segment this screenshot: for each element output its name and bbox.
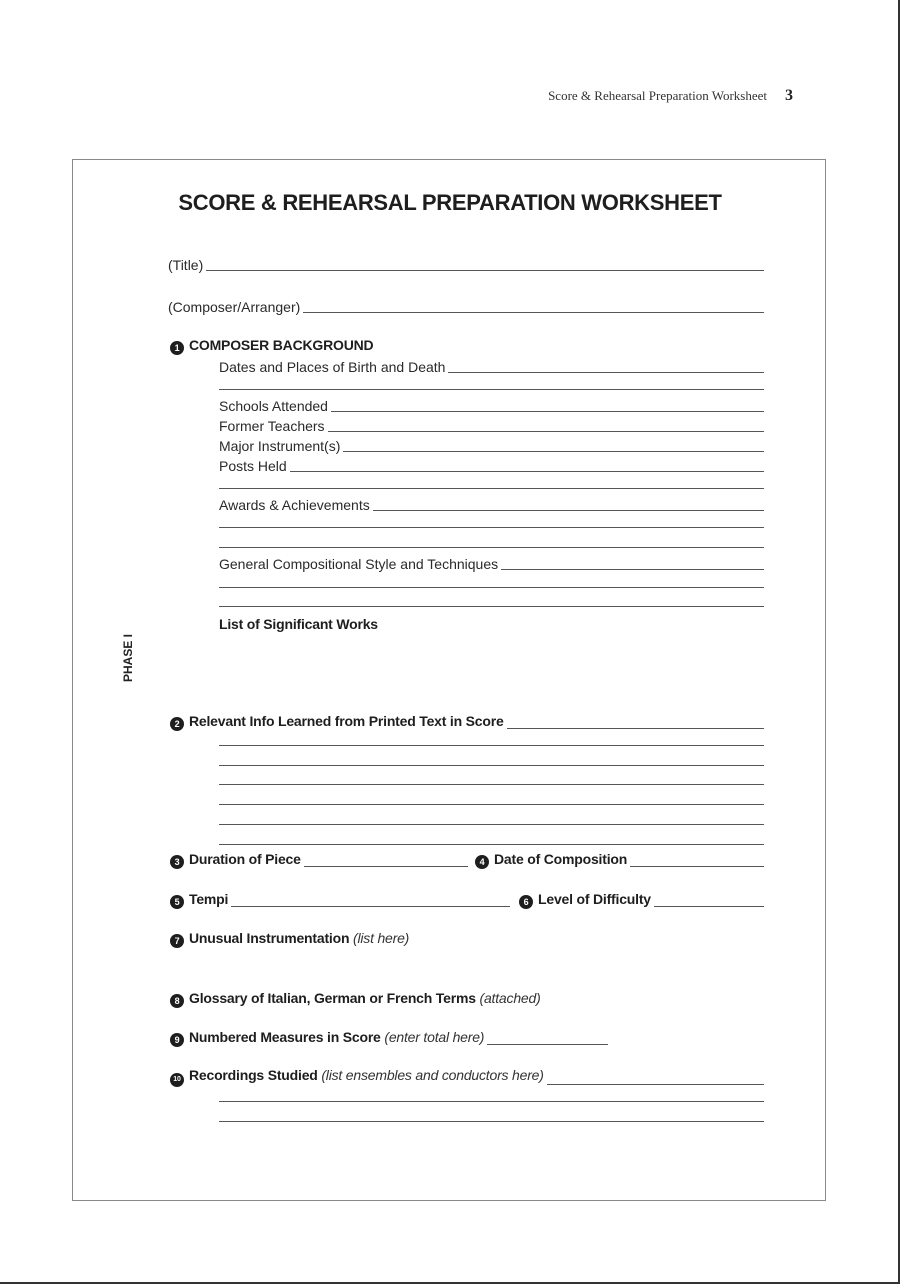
section-7-label: Unusual Instrumentation: [189, 930, 350, 946]
numbered-measures-field[interactable]: [170, 1027, 608, 1047]
relevant-info-line-4[interactable]: [219, 784, 764, 785]
style-extra-line-2[interactable]: [219, 606, 764, 607]
relevant-info-line[interactable]: [507, 728, 764, 729]
awards-field-label: Awards & Achievements: [219, 497, 370, 513]
style-extra-line-1[interactable]: [219, 587, 764, 588]
duration-line[interactable]: [304, 866, 468, 867]
dates-extra-line[interactable]: [219, 389, 764, 390]
number-badge-8: 8: [170, 994, 184, 1008]
number-badge-6: 6: [519, 895, 533, 909]
section-10-note: (list ensembles and conductors here): [321, 1067, 544, 1083]
phase-label-text: PHASE I: [121, 633, 136, 683]
dates-field-label: Dates and Places of Birth and Death: [219, 359, 446, 375]
number-badge-2: 2: [170, 717, 184, 731]
running-head-title: Score & Rehearsal Preparation Worksheet: [548, 88, 767, 103]
relevant-info-line-2[interactable]: [219, 745, 764, 746]
recordings-line-2[interactable]: [219, 1101, 764, 1102]
title-field-label: (Title): [168, 257, 204, 273]
section-4-label: Date of Composition: [494, 851, 628, 867]
recordings-line-3[interactable]: [219, 1121, 764, 1122]
number-badge-1: 1: [170, 341, 184, 355]
title-field-line[interactable]: [206, 270, 764, 271]
numbered-measures-line[interactable]: [487, 1044, 608, 1045]
awards-extra-line-1[interactable]: [219, 527, 764, 528]
significant-works-heading: [219, 612, 519, 632]
tempi-field[interactable]: [170, 889, 510, 909]
section-10-label: Recordings Studied: [189, 1067, 318, 1083]
style-field-label: General Compositional Style and Techniques: [219, 556, 499, 572]
section-2-label: Relevant Info Learned from Printed Text in Score: [189, 713, 504, 729]
date-of-composition-field[interactable]: [475, 849, 764, 869]
teachers-field[interactable]: [219, 414, 764, 434]
section-5-label: Tempi: [189, 891, 229, 907]
tempi-line[interactable]: [231, 906, 510, 907]
section-1-label: COMPOSER BACKGROUND: [189, 337, 374, 353]
style-field-line[interactable]: [501, 569, 764, 570]
section-composer-background: [170, 335, 470, 355]
dates-field[interactable]: [219, 355, 764, 375]
number-badge-5: 5: [170, 895, 184, 909]
section-3-label: Duration of Piece: [189, 851, 301, 867]
posts-field-label: Posts Held: [219, 458, 287, 474]
relevant-info-line-3[interactable]: [219, 765, 764, 766]
schools-field[interactable]: [219, 394, 764, 414]
teachers-field-line[interactable]: [328, 431, 764, 432]
posts-field-line[interactable]: [290, 471, 764, 472]
title-field[interactable]: [168, 253, 764, 273]
schools-field-label: Schools Attended: [219, 398, 328, 414]
posts-field[interactable]: [219, 454, 764, 474]
level-of-difficulty-line[interactable]: [654, 906, 764, 907]
recordings-field[interactable]: [170, 1067, 764, 1087]
unusual-instrumentation-heading: [170, 928, 764, 948]
number-badge-10: 10: [170, 1073, 184, 1087]
duration-field[interactable]: [170, 849, 468, 869]
composer-field[interactable]: [168, 295, 764, 315]
section-9-note: (enter total here): [384, 1029, 485, 1045]
section-relevant-info[interactable]: [170, 711, 764, 731]
glossary-heading: [170, 988, 764, 1008]
composer-field-label: (Composer/Arranger): [168, 299, 301, 315]
section-6-label: Level of Difficulty: [538, 891, 651, 907]
awards-extra-line-2[interactable]: [219, 547, 764, 548]
page-number: 3: [785, 87, 793, 104]
level-of-difficulty-field[interactable]: [519, 889, 764, 909]
instruments-field-label: Major Instrument(s): [219, 438, 341, 454]
posts-extra-line[interactable]: [219, 488, 764, 489]
dates-field-line[interactable]: [448, 372, 764, 373]
relevant-info-line-5[interactable]: [219, 804, 764, 805]
style-field[interactable]: [219, 552, 764, 572]
composer-field-line[interactable]: [303, 312, 764, 313]
section-8-note: (attached): [479, 990, 541, 1006]
number-badge-9: 9: [170, 1033, 184, 1047]
recordings-line[interactable]: [547, 1084, 764, 1085]
number-badge-3: 3: [170, 855, 184, 869]
significant-works-label: List of Significant Works: [219, 616, 378, 632]
running-head: [548, 87, 793, 105]
number-badge-7: 7: [170, 934, 184, 948]
section-9-label: Numbered Measures in Score: [189, 1029, 381, 1045]
schools-field-line[interactable]: [331, 411, 764, 412]
section-7-note: (list here): [353, 930, 410, 946]
instruments-field-line[interactable]: [343, 451, 764, 452]
worksheet-title: SCORE & REHEARSAL PREPARATION WORKSHEET: [178, 190, 722, 215]
section-8-label: Glossary of Italian, German or French Terms: [189, 990, 476, 1006]
number-badge-4: 4: [475, 855, 489, 869]
phase-label: [118, 628, 138, 688]
teachers-field-label: Former Teachers: [219, 418, 325, 434]
date-of-composition-line[interactable]: [630, 866, 764, 867]
instruments-field[interactable]: [219, 434, 764, 454]
relevant-info-line-6[interactable]: [219, 824, 764, 825]
awards-field-line[interactable]: [373, 510, 764, 511]
relevant-info-line-7[interactable]: [219, 844, 764, 845]
awards-field[interactable]: [219, 493, 764, 513]
